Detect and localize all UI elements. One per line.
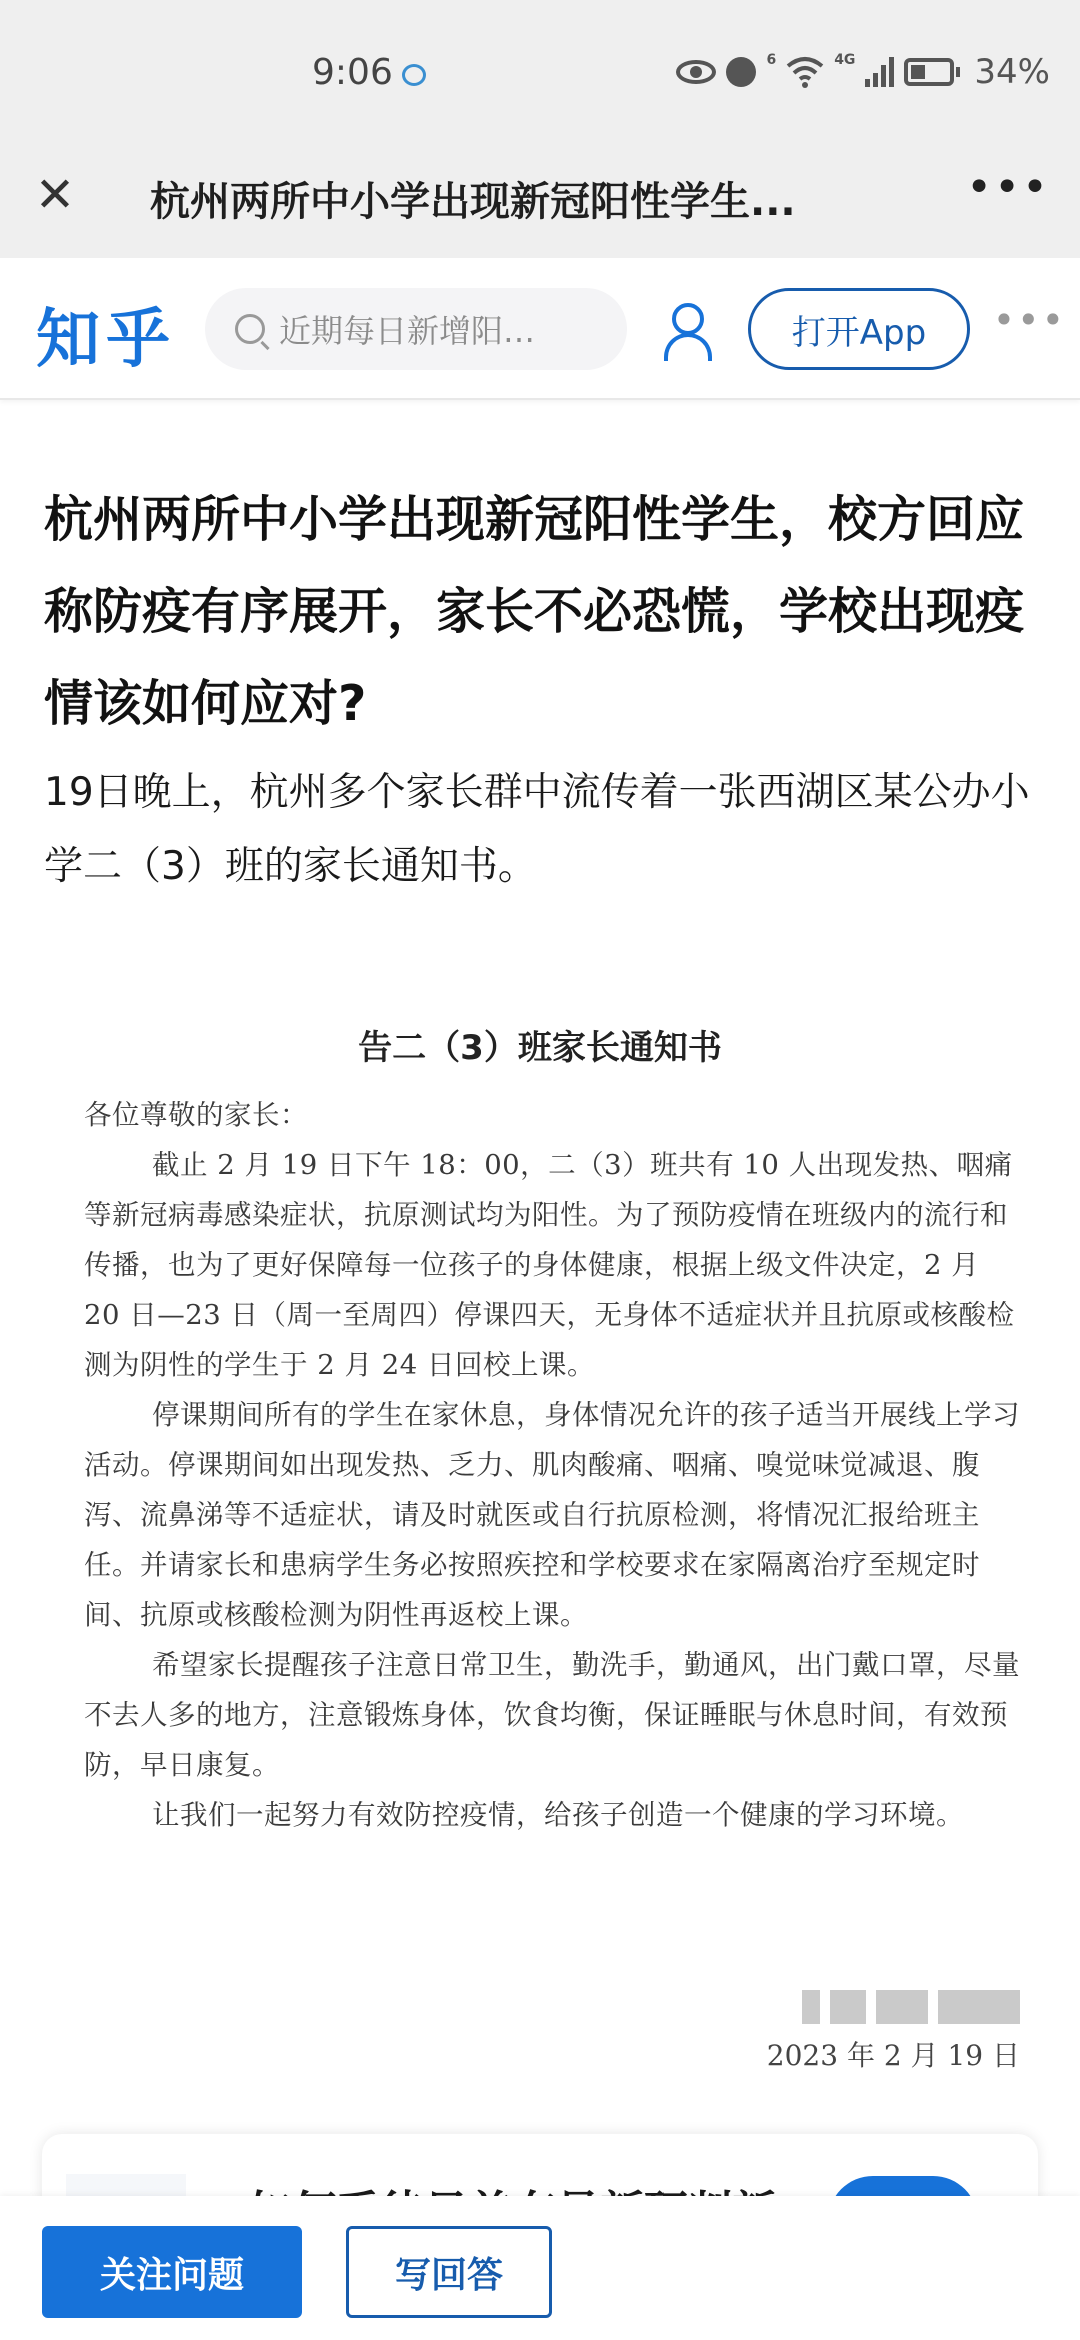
more-options-icon[interactable]: ••• — [966, 162, 1050, 213]
zhihu-header — [0, 258, 1080, 400]
status-time: 9:06 — [312, 52, 393, 93]
search-icon — [235, 314, 265, 344]
search-placeholder: 近期每日新增阳… — [279, 312, 536, 350]
header-more-icon[interactable]: ••• — [992, 298, 1066, 342]
battery-percent: 34% — [974, 52, 1050, 92]
bottom-action-bar — [0, 2196, 1080, 2340]
notice-date: 2023 年 2 月 19 日 — [766, 2039, 1020, 2072]
question-description: 19日晚上，杭州多个家长群中流传着一张西湖区某公办小学二（3）班的家长通知书。 — [44, 770, 1030, 889]
wifi-standard-label: 6 — [766, 52, 777, 68]
notice-body — [84, 1090, 1024, 1840]
notice-image[interactable] — [40, 990, 1040, 2100]
open-app-button[interactable]: 打开App — [748, 288, 970, 370]
follow-question-button[interactable]: 关注问题 — [42, 2226, 302, 2318]
notice-paragraph: 希望家长提醒孩子注意日常卫生，勤洗手，勤通风，出门戴口罩，尽量不去人多的地方，注意锻炼身体，饮食均衡，保证睡眠与休息时间，有效预防，早日康复。 — [84, 1649, 1020, 1781]
zhihu-logo[interactable]: 知乎 — [36, 303, 176, 377]
user-profile-icon[interactable] — [662, 303, 714, 359]
status-bar — [0, 0, 1080, 132]
close-icon[interactable]: ✕ — [34, 167, 76, 223]
notice-paragraph: 让我们一起努力有效防控疫情，给孩子创造一个健康的学习环境。 — [152, 1799, 964, 1831]
status-icons — [676, 52, 1050, 92]
notice-signature — [767, 1990, 1020, 2074]
search-input[interactable] — [205, 288, 627, 370]
notice-salutation: 各位尊敬的家长： — [84, 1099, 308, 1131]
notice-paragraph: 截止 2 月 19 日下午 18：00，二（3）班共有 10 人出现发热、咽痛等新冠病毒感染症状，抗原测试均为阳性。为了预防疫情在班级内的流行和传播，也为了更好保障每一位孩子的身体健康，根据上级文件决定，2 月 20 日—23 日（周一至周四）停课四天，无身体不适症状并且抗原或核酸检测为阴性的学生于 2 月 24 日回校上课。 — [84, 1149, 1015, 1381]
network-type-label: 4G — [834, 52, 856, 68]
app-bar — [0, 132, 1080, 258]
wifi-icon — [786, 56, 824, 88]
eye-comfort-icon — [676, 60, 716, 84]
blurred-signature — [767, 1990, 1020, 2024]
question-title: 杭州两所中小学出现新冠阳性学生，校方回应称防疫有序展开，家长不必恐慌，学校出现疫情该如何应对? — [44, 491, 1025, 732]
notice-paragraph: 停课期间所有的学生在家休息，身体情况允许的孩子适当开展线上学习活动。停课期间如出现发热、乏力、肌肉酸痛、咽痛、嗅觉味觉减退、腹泻、流鼻涕等不适症状，请及时就医或自行抗原检测，将情况汇报给班主任。并请家长和患病学生务必按照疾控和学校要求在家隔离治疗至规定时间、抗原或核酸检测为阴性再返校上课。 — [84, 1399, 1020, 1631]
notice-title: 告二（3）班家长通知书 — [358, 1028, 722, 1068]
battery-icon — [904, 58, 954, 86]
alarm-icon — [726, 57, 756, 87]
page-title: 杭州两所中小学出现新冠阳性学生... — [150, 179, 796, 225]
message-notification-icon — [402, 64, 426, 86]
signal-strength-icon — [865, 57, 894, 87]
write-answer-button[interactable]: 写回答 — [346, 2226, 552, 2318]
